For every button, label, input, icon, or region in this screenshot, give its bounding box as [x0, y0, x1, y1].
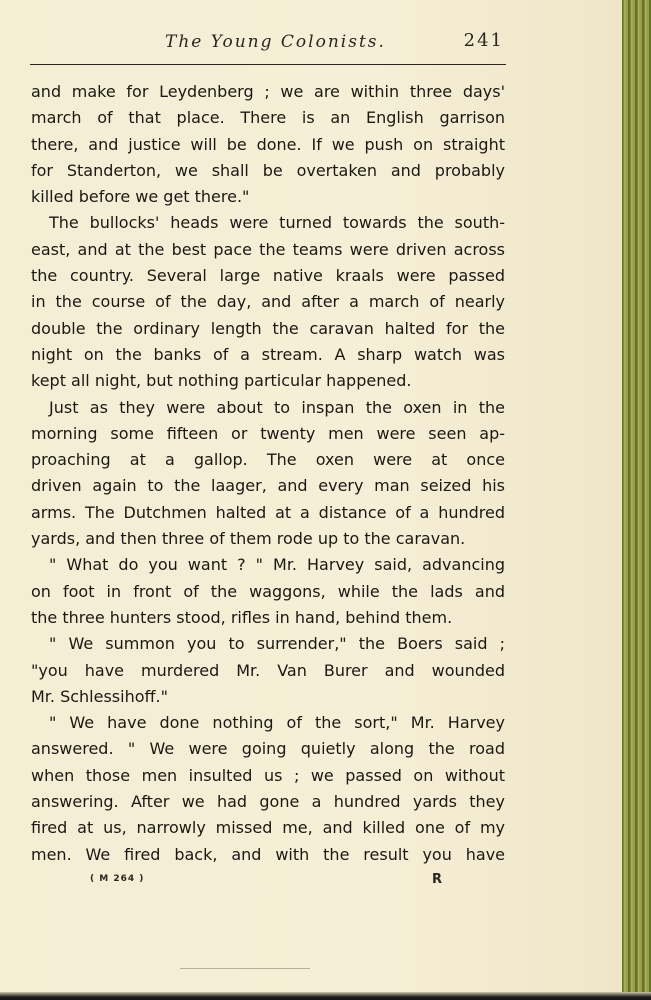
- text-line: double the ordinary length the caravan halted for the: [31, 318, 505, 338]
- page-header: [30, 30, 506, 60]
- text-line: " We have done nothing of the sort," Mr. Harvey: [49, 713, 505, 733]
- text-line: and make for Leydenberg ; we are within three days': [31, 82, 505, 101]
- text-line: in the course of the day, and after a march of nearly: [31, 292, 505, 312]
- text-line: Mr. Schlessihoff.": [31, 686, 168, 706]
- text-line: kept all night, but nothing particular happened.: [31, 371, 412, 391]
- text-line: men. We fired back, and with the result you have: [31, 844, 505, 864]
- page-number: 241: [463, 30, 504, 51]
- running-title: The Young Colonists.: [165, 32, 386, 52]
- text-line: there, and justice will be done. If we push on straight: [31, 134, 505, 154]
- text-line: answering. After we had gone a hundred yards they: [31, 792, 505, 812]
- text-line: when those men insulted us ; we passed on without: [31, 765, 505, 785]
- text-line: proaching at a gallop. The oxen were at once: [31, 450, 505, 470]
- header-rule: [30, 64, 506, 65]
- text-line: the country. Several large native kraals were passed: [31, 266, 505, 286]
- text-line: The bullocks' heads were turned towards the south-: [49, 213, 505, 233]
- text-line: yards, and then three of them rode up to the caravan.: [31, 529, 466, 549]
- text-line: driven again to the laager, and every man seized his: [31, 476, 505, 496]
- body-text: [31, 79, 505, 868]
- text-line: for Standerton, we shall be overtaken and probably: [31, 160, 505, 180]
- text-line: the three hunters stood, rifles in hand, behind them.: [31, 607, 453, 627]
- bottom-shadow-line: [180, 968, 310, 969]
- text-line: morning some fifteen or twenty men were seen ap-: [31, 423, 505, 443]
- text-line: march of that place. There is an English garrison: [31, 108, 505, 128]
- text-line: " What do you want ? " Mr. Harvey said, advancing: [49, 555, 505, 575]
- signature-mark: ( M 264 ): [90, 874, 145, 884]
- bottom-edge: [0, 992, 651, 1000]
- text-line: east, and at the best pace the teams were driven across: [31, 239, 505, 259]
- book-edge: [622, 0, 651, 1000]
- text-line: killed before we get there.": [31, 187, 250, 207]
- text-line: "you have murdered Mr. Van Burer and wounded: [31, 660, 505, 680]
- text-line: answered. " We were going quietly along the road: [31, 739, 505, 759]
- text-line: night on the banks of a stream. A sharp watch was: [31, 344, 505, 364]
- text-line: Just as they were about to inspan the oxen in the: [49, 397, 505, 417]
- signature-letter: R: [432, 872, 443, 887]
- text-line: " We summon you to surrender," the Boers said ;: [49, 634, 505, 654]
- text-line: arms. The Dutchmen halted at a distance of a hundred: [31, 502, 505, 522]
- text-line: on foot in front of the waggons, while the lads and: [31, 581, 505, 601]
- text-line: fired at us, narrowly missed me, and killed one of my: [31, 818, 505, 838]
